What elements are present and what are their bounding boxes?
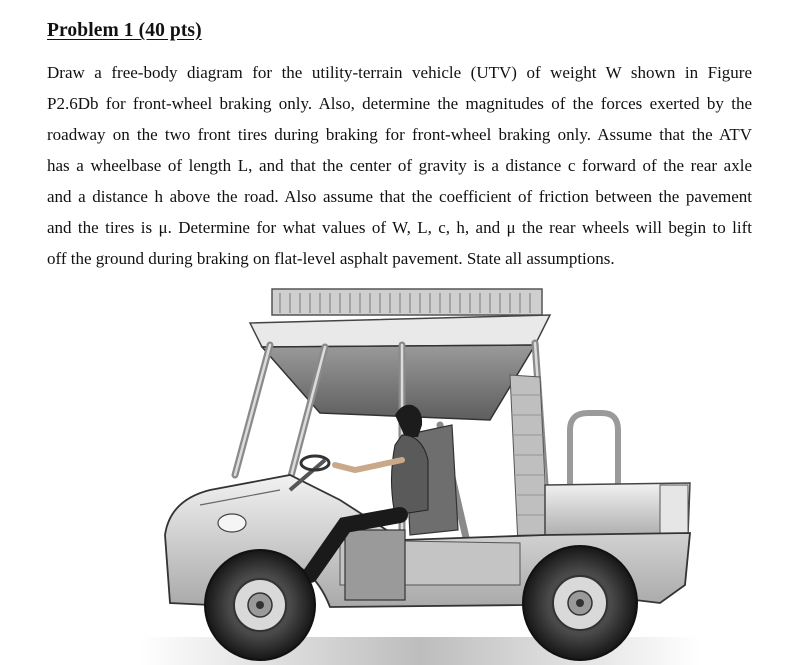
front-tire	[205, 550, 315, 660]
statement-line: Draw a free-body diagram for the utility-terrain vehicle (UTV) of weight W shown in Figure	[47, 63, 752, 82]
statement-line: and the tires is μ. Determine for what values of W, L, c, h, and μ the rear wheels will begin to lift	[47, 218, 752, 237]
roof-rack	[272, 289, 542, 315]
problem-title: Problem 1 (40 pts)	[47, 20, 202, 41]
statement-line: has a wheelbase of length L, and that the center of gravity is a distance c forward of the rear axle	[47, 156, 752, 175]
rear-tire	[523, 546, 637, 660]
statement-line: off the ground during braking on flat-level asphalt pavement. State all assumptions.	[47, 249, 615, 268]
problem-statement	[47, 57, 752, 274]
statement-line: roadway on the two front tires during braking for front-wheel braking only. Assume that the ATV	[47, 125, 752, 144]
utv-illustration	[140, 285, 700, 665]
statement-line: P2.6Db for front-wheel braking only. Also, determine the magnitudes of the forces exerted by the	[47, 94, 752, 113]
statement-line: and a distance h above the road. Also assume that the coefficient of friction between the pavement	[47, 187, 752, 206]
cargo-bed	[545, 483, 690, 540]
